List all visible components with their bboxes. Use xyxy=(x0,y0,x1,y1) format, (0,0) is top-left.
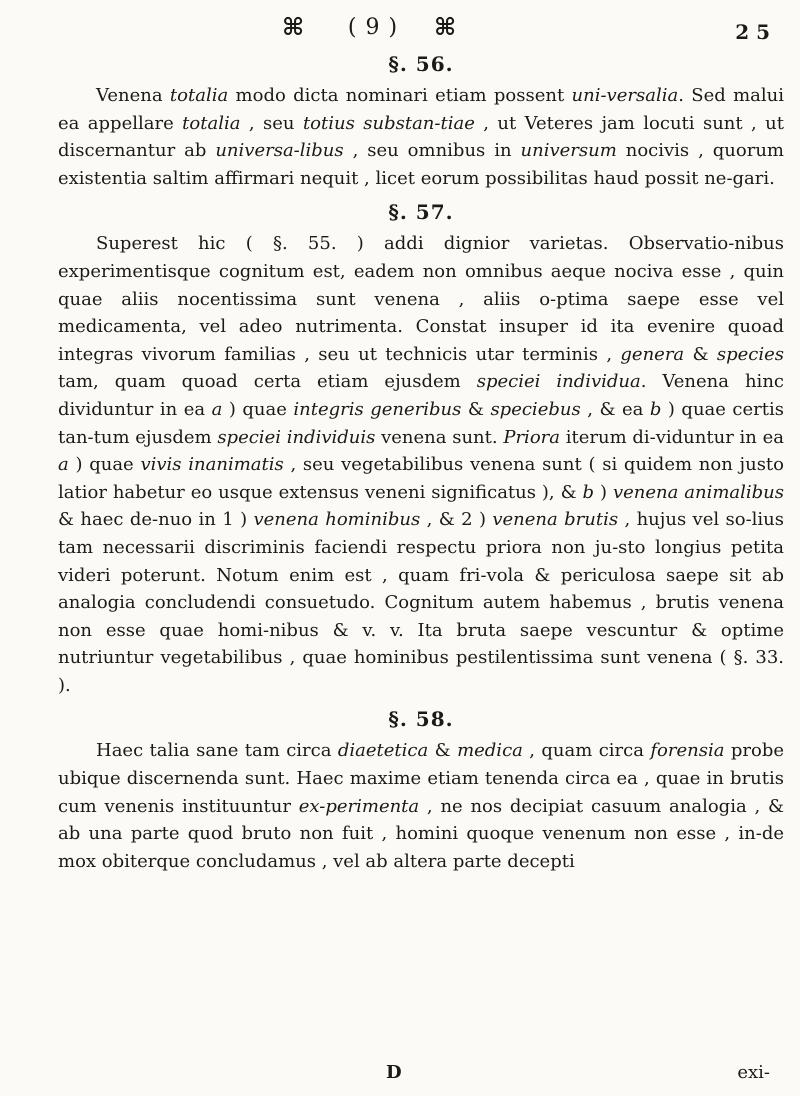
italic-term: uni-versalia xyxy=(571,85,679,106)
ornament-right: ⌘ xyxy=(434,12,457,41)
body-text xyxy=(58,50,784,881)
italic-term: speciebus xyxy=(490,398,581,420)
page-number: ( 9 ) xyxy=(347,15,399,40)
header-signature: 2 5 xyxy=(735,20,770,44)
italic-term: venena animalibus xyxy=(612,481,784,503)
italic-term: a xyxy=(211,398,223,420)
italic-term: vivis inanimatis xyxy=(140,454,284,476)
page-header xyxy=(0,10,800,50)
paragraph-58: Haec talia sane tam circa diaetetica & medica , quam circa forensia probe ubique discernenda sunt. Haec maxime etiam tenenda circa ea , quae in brutis cum venenis instituuntur ex-perimenta , ne nos decipiat casuum analogia , & ab una parte quod bruto non fuit , homini quoque venenum non esse , in-de mox obiterque concludamus , vel ab altera parte decepti xyxy=(58,740,784,872)
italic-term: venena brutis xyxy=(492,509,619,531)
italic-term: totalia xyxy=(182,112,241,134)
catchword: exi- xyxy=(737,1062,770,1083)
section-heading-57: §. 57. xyxy=(388,200,454,225)
section-heading-58: §. 58. xyxy=(388,707,454,732)
italic-term: totius substan-tiae xyxy=(302,112,475,134)
italic-term: integris generibus xyxy=(293,398,462,420)
italic-term: genera xyxy=(620,343,685,365)
italic-term: species xyxy=(716,343,785,365)
italic-term: venena hominibus xyxy=(253,509,421,531)
italic-term: ex-perimenta xyxy=(298,795,420,817)
italic-term: b xyxy=(649,398,662,420)
italic-term: universum xyxy=(520,140,617,162)
paragraph-57: Superest hic ( §. 55. ) addi dignior varietas. Observatio-nibus experimentisque cognitum est, eadem non omnibus aeque nociva esse , quin quae aliis nocentissima sunt venena , aliis o-ptima saepe esse vel medicamenta, vel adeo nutrimenta. Constat insuper id ita evenire quoad integras vivorum familias , seu ut technicis utar terminis , genera & species tam, quam quoad certa etiam ejusdem speciei individua. Venena hinc dividuntur in ea a ) quae integris generibus & speciebus , & ea b ) quae certis tan-tum ejusdem speciei individuis venena sunt. Priora iterum di-viduntur in ea a ) quae vivis inanimatis , seu vegetabilibus venena sunt ( si quidem non justo latior habetur eo usque extensus veneni significatus ), & b ) venena animalibus & haec de-nuo in 1 ) venena hominibus , & 2 ) venena brutis , hujus vel so-lius tam necessarii discriminis faciendi respectu priora non ju-sto longius petita videri poterunt. Notum enim est , quam fri-vola & periculosa saepe sit ab analogia concludendi consuetudo. Cognitum autem habemus , brutis venena non esse quae homi-nibus & v. v. Ita bruta saepe vescuntur & optime nutriuntur vegetabilibus , quae hominibus pestilentissima sunt venena ( §. 33. ). xyxy=(58,233,785,696)
section-heading-56: §. 56. xyxy=(388,52,454,76)
italic-term: b xyxy=(582,481,595,503)
italic-term: speciei individua xyxy=(476,371,641,393)
paragraph-56: Venena totalia modo dicta nominari etiam possent uni-versalia. Sed malui ea appellare totalia , seu totius substan-tiae , ut Veteres jam locuti sunt , ut discernantur ab universa-libus , seu omnibus in universum nocivis , quorum existentia saltim affirmari nequit , licet eorum possibilitas haud possit ne-gari. xyxy=(58,85,785,189)
italic-term: medica xyxy=(457,740,523,762)
italic-term: a xyxy=(58,454,69,476)
signature-mark: D xyxy=(386,1062,402,1083)
ornament-left: ⌘ xyxy=(282,12,305,41)
italic-term: speciei individuis xyxy=(217,426,376,448)
italic-term: totalia xyxy=(169,85,229,106)
italic-term: Priora xyxy=(503,426,560,448)
italic-term: forensia xyxy=(650,740,725,762)
italic-term: diaetetica xyxy=(337,740,429,762)
italic-term: universa-libus xyxy=(215,140,344,162)
